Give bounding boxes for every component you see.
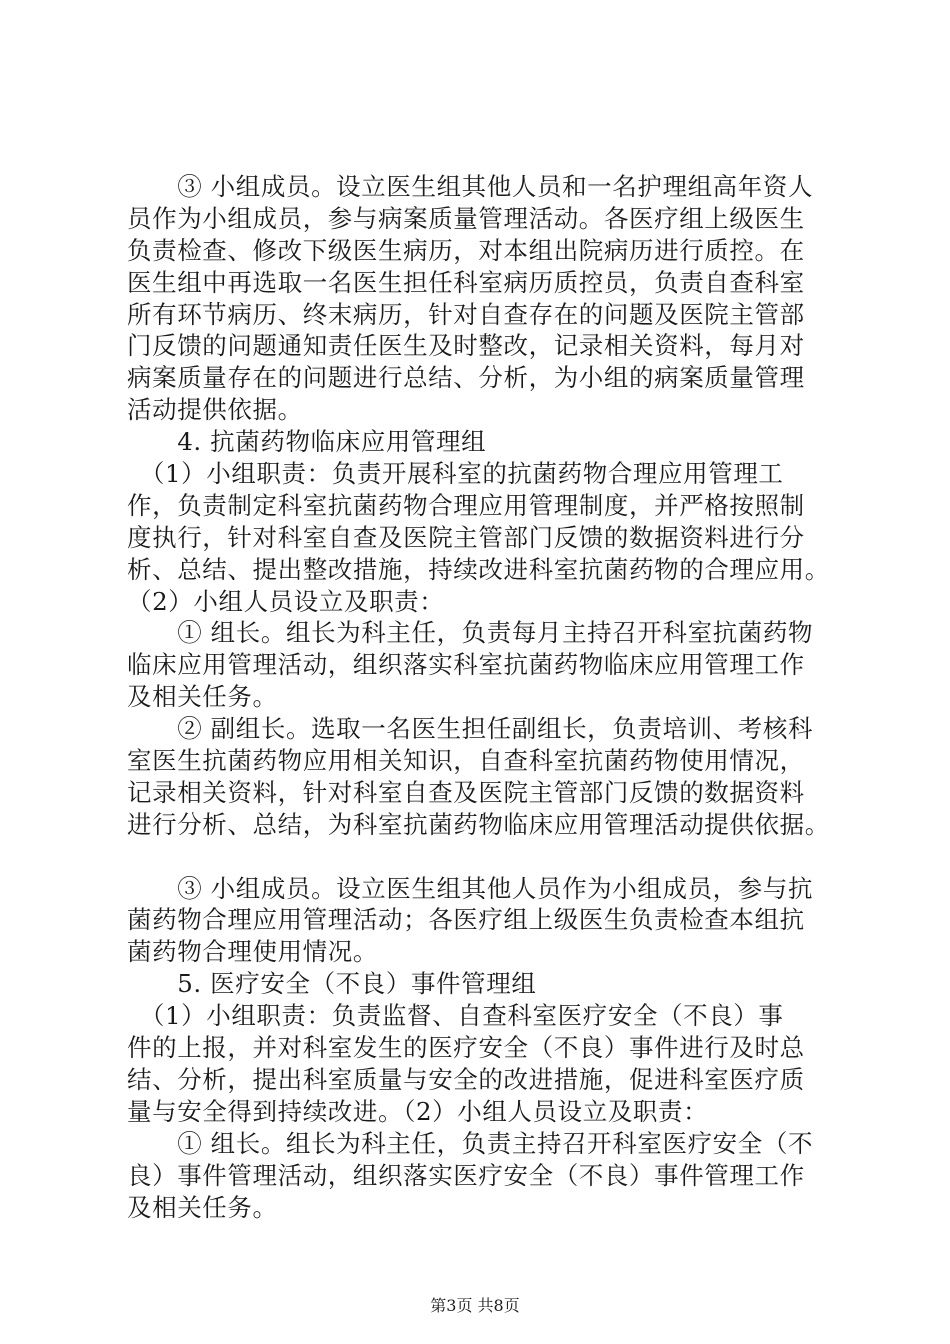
text-line: 室医生抗菌药物应用相关知识，自查科室抗菌药物使用情况， (127, 746, 805, 776)
text-line: 负责检查、修改下级医生病历，对本组出院病历进行质控。在 (127, 235, 805, 265)
text-line: 5. 医疗安全（不良）事件管理组 (127, 969, 537, 999)
text-line: 件的上报，并对科室发生的医疗安全（不良）事件进行及时总 (127, 1033, 805, 1063)
text-line: （1）小组职责：负责开展科室的抗菌药物合理应用管理工 (127, 459, 784, 489)
text-line: 记录相关资料，针对科室自查及医院主管部门反馈的数据资料 (127, 777, 805, 807)
text-line: 量与安全得到持续改进。（2）小组人员设立及职责： (127, 1096, 709, 1126)
text-line: ③ 小组成员。设立医生组其他人员和一名护理组高年资人 (127, 172, 814, 201)
text-line: 所有环节病历、终末病历，针对自查存在的问题及医院主管部 (127, 299, 805, 329)
text-line: ① 组长。组长为科主任，负责每月主持召开科室抗菌药物 (127, 618, 814, 648)
text-line: 临床应用管理活动，组织落实科室抗菌药物临床应用管理工作 (127, 650, 805, 680)
text-line: 结、分析，提出科室质量与安全的改进措施，促进科室医疗质 (127, 1064, 805, 1094)
text-line: 门反馈的问题通知责任医生及时整改，记录相关资料，每月对 (127, 331, 805, 361)
text-line: 及相关任务。 (127, 1192, 278, 1222)
text-line: 菌药物合理应用管理活动；各医疗组上级医生负责检查本组抗 (127, 905, 805, 935)
text-line: 活动提供依据。 (127, 395, 303, 425)
text-line: 作，负责制定科室抗菌药物合理应用管理制度，并严格按照制 (127, 490, 805, 520)
text-line: 4. 抗菌药物临床应用管理组 (127, 427, 487, 457)
text-line: 进行分析、总结，为科室抗菌药物临床应用管理活动提供依据。 (127, 809, 830, 839)
text-line: ③ 小组成员。设立医生组其他人员作为小组成员，参与抗 (127, 873, 814, 903)
text-line: 良）事件管理活动，组织落实医疗安全（不良）事件管理工作 (127, 1160, 805, 1190)
page-footer: 第3页 共8页 (430, 1296, 520, 1315)
text-line: 度执行，针对科室自查及医院主管部门反馈的数据资料进行分 (127, 522, 805, 552)
text-line: 析、总结、提出整改措施，持续改进科室抗菌药物的合理应用。 (127, 554, 830, 584)
text-line: 医生组中再选取一名医生担任科室病历质控员，负责自查科室 (127, 267, 805, 297)
document-body (127, 171, 833, 1223)
text-line: ① 组长。组长为科主任，负责主持召开科室医疗安全（不 (127, 1128, 814, 1158)
text-line: 病案质量存在的问题进行总结、分析，为小组的病案质量管理 (127, 363, 805, 393)
text-line: 员作为小组成员，参与病案质量管理活动。各医疗组上级医生 (127, 203, 805, 233)
text-line: （1）小组职责：负责监督、自查科室医疗安全（不良）事 (127, 1001, 784, 1031)
text-line: （2）小组人员设立及职责： (127, 586, 445, 616)
text-line: 菌药物合理使用情况。 (127, 937, 378, 967)
blank-line (127, 841, 833, 873)
text-line: ② 副组长。选取一名医生担任副组长，负责培训、考核科 (127, 714, 814, 744)
text-line: 及相关任务。 (127, 682, 278, 712)
